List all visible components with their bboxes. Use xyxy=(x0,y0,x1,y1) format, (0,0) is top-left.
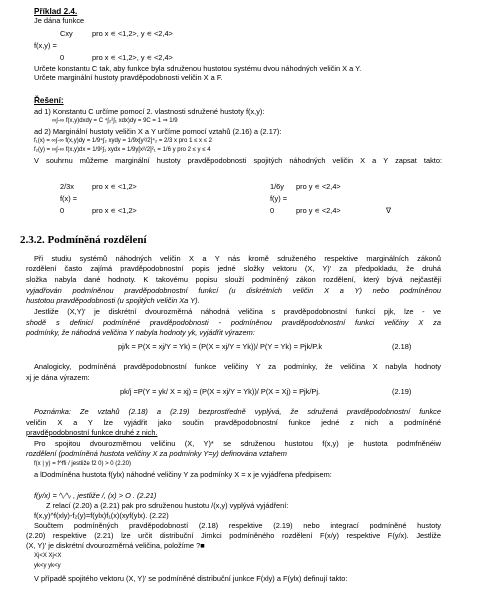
p2-line-1: Jestliže (X,Y)' je diskrétní dvourozměrná náhodná veličina s pravděpodobnostní funkcí pjk, lze - ve xyxy=(34,307,441,316)
table-r1-c3: 1/6y xyxy=(270,182,284,191)
p6-line-1: Součtem podmíněných pravděpodobností (2.18) respektive (2.19) nebo integrací podmíněné hustoty xyxy=(34,521,441,530)
equation-2-19-number: (2.19) xyxy=(392,387,412,396)
solution-summary: V souhrnu můžeme marginální hustoty pravděpodobnosti spojitých náhodných veličin X a Y zapsat takto: xyxy=(34,156,442,165)
equation-2-19: pk/j =P(Y = yk/ X = xj) = (P(X = xj/Y = Yk))/ P(X = Xj) = Pjk/Pj. xyxy=(120,387,321,396)
equation-2-18: pj/k = P(X = xj/Y = Yk) = (P(X = xj/Y = Yk))/ P(Y = Yk) = Pjk/P.k xyxy=(118,342,323,351)
y-index-row: yk<y yk<y xyxy=(34,563,61,569)
p4-line-1: Pro spojitou dvourozměrnou veličinu (X, Y)* se sdruženou hustotou f(x,y) je hustota podmfněnéiw xyxy=(34,439,441,448)
equation-2-18-number: (2.18) xyxy=(392,342,412,351)
p2-line-3: podmínky, že náhodná veličina Y nabyla hodnoty yk, vyjádřit výrazem: xyxy=(26,328,255,337)
p3-line-2: xj je dána výrazem: xyxy=(26,373,90,382)
p1-line-3: složka nabyla dané hodnoty. K takovému popisu slouží podmíněný zákon rozdělení, který bývá nejčastěji xyxy=(26,275,441,284)
table-r3-c4: pro y ∊ <2,4> xyxy=(296,206,341,215)
task-2: Určete marginální hustoty pravděpodobnosti veličin X a F. xyxy=(34,73,223,82)
example-intro: Je dána funkce xyxy=(34,16,85,25)
f-row-1-cond: pro x ∊ <1,2>, y ∊ <2,4> xyxy=(92,29,173,38)
note-line-1: Poznámka: Ze vztahů (2.18) a (2.19) bezprostředně vyplývá, že sdružená pravděpodobnostní funkce xyxy=(34,407,441,416)
solution-ad1-equation: ∞∫-∞ f(x,y)dxdy = C ⁴∫₂²∫₁ xdx)dy = 9C = 1 ⇒ 1/9 xyxy=(52,118,178,124)
marginal-f1: f₁(x) = ∞∫-∞ f(x,y)dy = 1/9⁴∫₂ xydy = 1/9x[y²/2]⁴₂ = 2/3 x pro 1 ≤ x ≤ 2 xyxy=(34,138,212,144)
task-1: Určete konstantu C tak, aby funkce byla sdruženou hustotou systému dvou náhodných veličin X a Y. xyxy=(34,64,362,73)
p6-line-2: (2.20) respektive (2.21) lze určit distribuční Jimkci podmíněného rozdělení F(x/y) respektive F(y/x). Jestliže xyxy=(26,531,441,540)
note-line-2: veličin X a Y lze vyjádřit jako součin pravděpodobnostní funkce jedné z nich a podmíněné xyxy=(26,418,441,427)
x-index-row: Xj<X Xj<X xyxy=(34,553,62,559)
table-r3-c2: pro x ∊ <1,2> xyxy=(92,206,137,215)
p7-line: V případě spojitého vektoru (X, Y)' se podmíněné distribuční junkce F(xly) a F(ylx) definují takto: xyxy=(34,574,348,583)
table-r3-c1: 0 xyxy=(60,206,65,215)
f-row-1-value: Cxy xyxy=(60,29,73,38)
solution-ad1: ad 1) Konstantu C určíme pomocí 2. vlastnosti sdružené hustoty f(x,y): xyxy=(34,107,265,116)
p1-line-4: vyjadřován podmíněnou pravděpodobnostní funkcí (u diskrétních veličin X a Y) nebo podmíněnou xyxy=(26,286,441,295)
equation-2-20: f(x | y) = f^ffi / jestliže f2 0) > 0 (2.20) xyxy=(34,461,131,467)
solution-title: Řešení: xyxy=(34,96,64,105)
p3-line-1: Analogicky, podmíněná pravděpodobnostní funkce veličiny Y za podmínky, že veličina X nabyla hodnoty xyxy=(34,362,441,371)
table-r1-c2: pro x ∊ <1,2> xyxy=(92,182,137,191)
section-title: 2.3.2. Podmíněná rozdělení xyxy=(20,234,147,246)
marginal-f2: f₂(y) = ∞∫-∞ f(x,y)dx = 1/9²∫₁ xydx = 1/9y[x²/2]²₁ = 1/6 y pro 2 ≤ y ≤ 4 xyxy=(34,147,211,153)
p1-line-2: rozdělení často zajímá pravděpodobnostní popis jedné složky vektoru (X, Y)' za předpokladu, že druhá xyxy=(26,264,441,273)
table-r1-c1: 2/3x xyxy=(60,182,74,191)
solution-ad2: ad 2) Marginální hustoty veličin X a Y určíme pomocí vztahů (2.16) a (2.17): xyxy=(34,127,282,136)
table-r2-c3: f(y) = xyxy=(270,194,288,203)
p1-line-1: Při studiu systémů náhodných veličin X a Y nás kromě sdruženého respektive marginálních zákonů xyxy=(34,254,441,263)
equation-2-21: f(y/x) = ^ᵥ^ᵥ , jestliže /, (x) > O . (2.21) xyxy=(34,491,157,500)
p1-line-5: hustotou pravděpodobnosti (u spojitých veličin Xa Y). xyxy=(26,296,200,305)
table-r2-c1: f(x) = xyxy=(60,194,78,203)
equation-2-22: f(x,y)^f(xly)-f₂(y)=f(ylx)f₁(x)(xyf(ylx). (2.22) xyxy=(34,511,169,520)
p4-line-2: rozdělení (podmíněná hustota veličiny X za podmínky Y=y) definována vztahem xyxy=(26,449,287,458)
f-row-3-cond: pro x ∊ <1,2>, y ∊ <2,4> xyxy=(92,53,173,62)
end-mark: ∇ xyxy=(386,206,391,215)
example-title: Příklad 2.4. xyxy=(34,7,78,16)
p6-line-3: (X, Y)' je diskrétní dvourozměrná veličina, položíme ?■ xyxy=(26,541,205,550)
table-r3-c3: 0 xyxy=(270,206,275,215)
note-line-3: pravděpodobnostní funkce druhé z nich. xyxy=(26,428,158,437)
f-row-2-label: f(x,y) = xyxy=(34,41,57,50)
p2-line-2: shodě s definicí podmíněné pravděpodobnosti - podmíněnou pravděpodobnostní funkci veličiny X za xyxy=(26,318,441,327)
p4-line-3: a lDodmíněna hustota f(ylx) náhodné veličiny Y za podmínky X = x je vyjádřena předpisem: xyxy=(34,470,332,479)
table-r1-c4: pro y ∊ <2,4> xyxy=(296,182,341,191)
p5-line: Z relací (2.20) a (2.21) pak pro sdruženou hustotu /(x,y) vyplývá vyjádření: xyxy=(46,501,289,510)
f-row-3-value: 0 xyxy=(60,53,65,62)
